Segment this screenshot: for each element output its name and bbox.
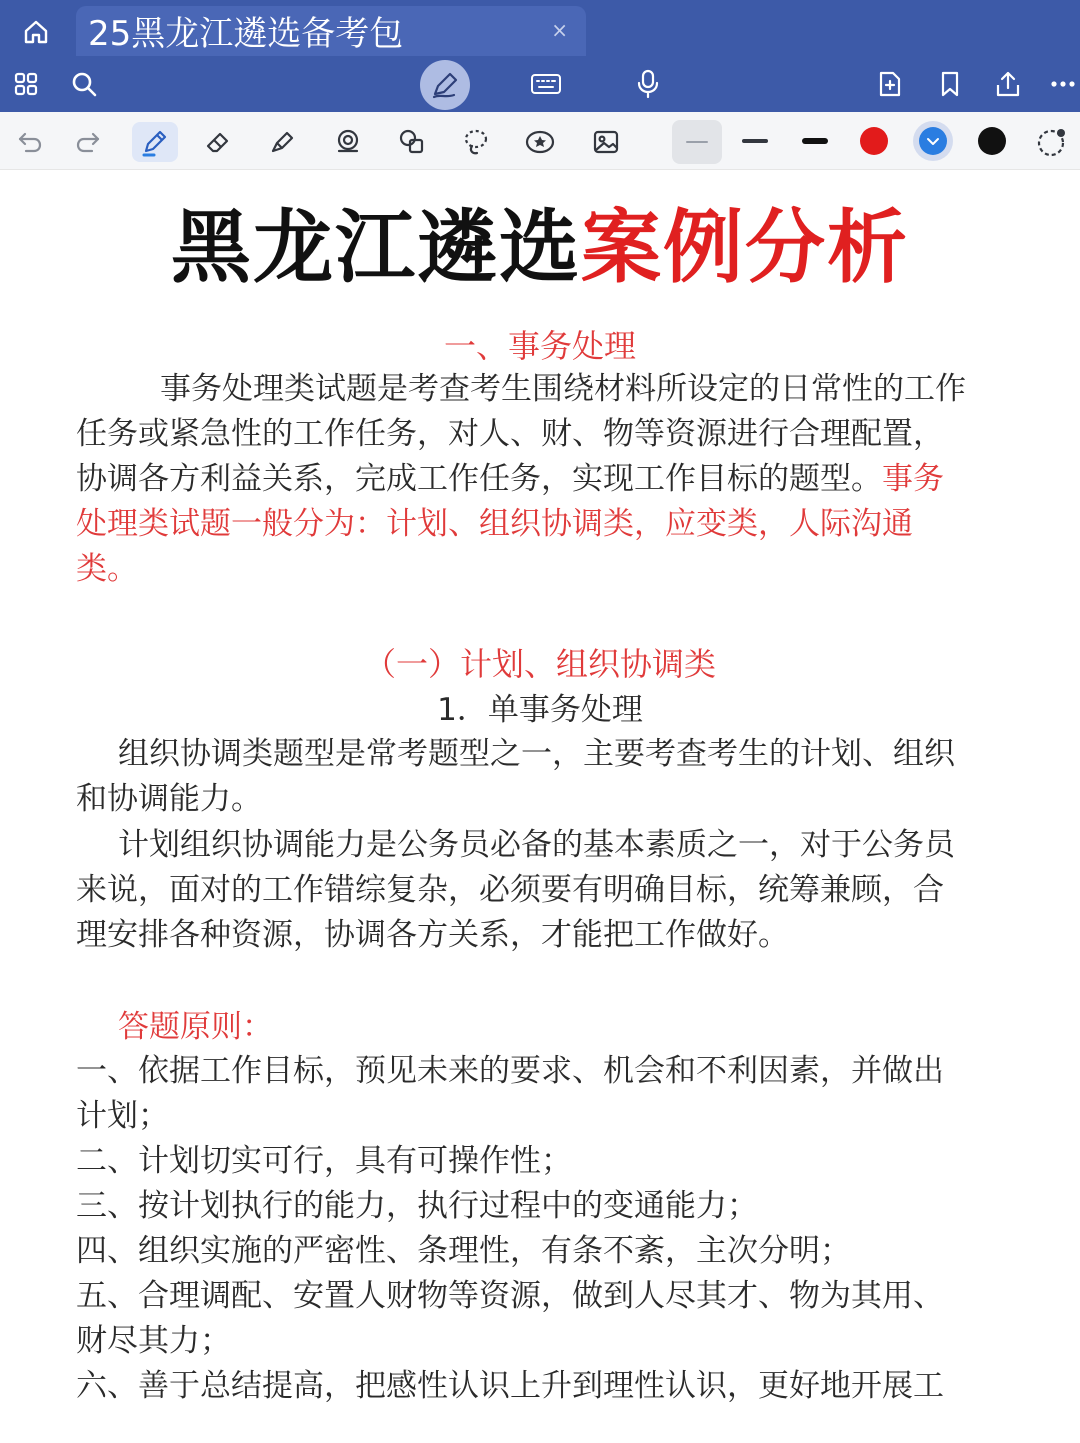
- red-color-swatch[interactable]: [860, 127, 888, 155]
- title-red-part: 案例分析: [581, 201, 909, 294]
- undo-icon[interactable]: [10, 122, 50, 162]
- principle-line: 三、按计划执行的能力，执行过程中的变通能力；: [76, 1188, 758, 1224]
- color-picker-icon[interactable]: [1034, 124, 1070, 160]
- grid-icon[interactable]: [6, 64, 46, 104]
- lasso-icon[interactable]: [456, 122, 496, 162]
- more-icon[interactable]: [1046, 64, 1080, 104]
- paragraph-text: 协调各方利益关系，完成工作任务，实现工作目标的题型。: [76, 461, 882, 497]
- principle-line: 二、计划切实可行，具有可操作性；: [76, 1143, 572, 1179]
- subsubsection-heading: 1．单事务处理: [437, 692, 643, 728]
- redo-icon[interactable]: [68, 122, 108, 162]
- pen-mode-icon[interactable]: [420, 60, 470, 110]
- document-title: [0, 200, 1080, 296]
- principles-heading: 答题原则：: [118, 1009, 273, 1045]
- tab-close-icon[interactable]: ×: [551, 18, 568, 42]
- principle-line: 财尽其力；: [76, 1323, 231, 1359]
- tab-bar: [0, 0, 1080, 56]
- drawing-toolbar: [0, 112, 1080, 170]
- paragraph-line: 来说，面对的工作错综复杂，必须要有明确目标，统筹兼顾，合: [76, 872, 944, 908]
- paragraph-line: 组织协调类题型是常考题型之一，主要考查考生的计划、组织: [118, 736, 955, 772]
- principle-line: 六、善于总结提高，把感性认识上升到理性认识，更好地开展工: [76, 1368, 944, 1404]
- tab-title: 25黑龙江遴选备考包: [88, 14, 404, 54]
- paragraph-line: 和协调能力。: [76, 781, 262, 817]
- paragraph-line: [76, 457, 944, 502]
- sticker-icon[interactable]: [520, 122, 560, 162]
- paragraph-line: 任务或紧急性的工作任务，对人、财、物等资源进行合理配置，: [76, 416, 944, 452]
- section-heading: 一、事务处理: [443, 327, 636, 365]
- search-icon[interactable]: [64, 64, 104, 104]
- eraser-icon[interactable]: [198, 122, 238, 162]
- shape-icon[interactable]: [328, 122, 368, 162]
- principle-line: 五、合理调配、安置人财物等资源，做到人尽其才、物为其用、: [76, 1278, 944, 1314]
- thin-stroke-option[interactable]: [672, 120, 722, 164]
- principle-line: 四、组织实施的严密性、条理性，有条不紊，主次分明；: [76, 1233, 851, 1269]
- paragraph-line: 事务处理类试题是考查考生围绕材料所设定的日常性的工作: [160, 371, 966, 407]
- principle-line: 计划；: [76, 1098, 169, 1134]
- share-icon[interactable]: [988, 64, 1028, 104]
- medium-stroke-option[interactable]: [742, 139, 768, 143]
- thick-stroke-option[interactable]: [802, 138, 828, 144]
- document-page: [0, 170, 1080, 1443]
- title-black-part: 黑龙江遴选: [171, 201, 581, 294]
- keyboard-icon[interactable]: [526, 64, 566, 104]
- element-icon[interactable]: [392, 122, 432, 162]
- home-icon[interactable]: [16, 14, 56, 50]
- paragraph-line: 理安排各种资源，协调各方关系，才能把工作做好。: [76, 917, 789, 953]
- image-icon[interactable]: [586, 122, 626, 162]
- document-tab[interactable]: [76, 6, 586, 56]
- bookmark-icon[interactable]: [930, 64, 970, 104]
- paragraph-line: 计划组织协调能力是公务员必备的基本素质之一，对于公务员: [118, 827, 955, 863]
- principle-line: 一、依据工作目标，预见未来的要求、机会和不利因素，并做出: [76, 1053, 944, 1089]
- subsection-heading: （一）计划、组织协调类: [363, 645, 716, 683]
- paragraph-line-red: 处理类试题一般分为：计划、组织协调类，应变类，人际沟通: [76, 506, 913, 542]
- pen-icon[interactable]: [132, 122, 178, 162]
- paragraph-line-red: 类。: [76, 551, 138, 587]
- highlighter-icon[interactable]: [262, 122, 302, 162]
- add-page-icon[interactable]: [870, 64, 910, 104]
- main-toolbar: [0, 56, 1080, 112]
- microphone-icon[interactable]: [628, 64, 668, 104]
- black-color-swatch[interactable]: [978, 127, 1006, 155]
- blue-color-swatch[interactable]: [919, 127, 947, 155]
- paragraph-red-text: 事务: [882, 461, 944, 497]
